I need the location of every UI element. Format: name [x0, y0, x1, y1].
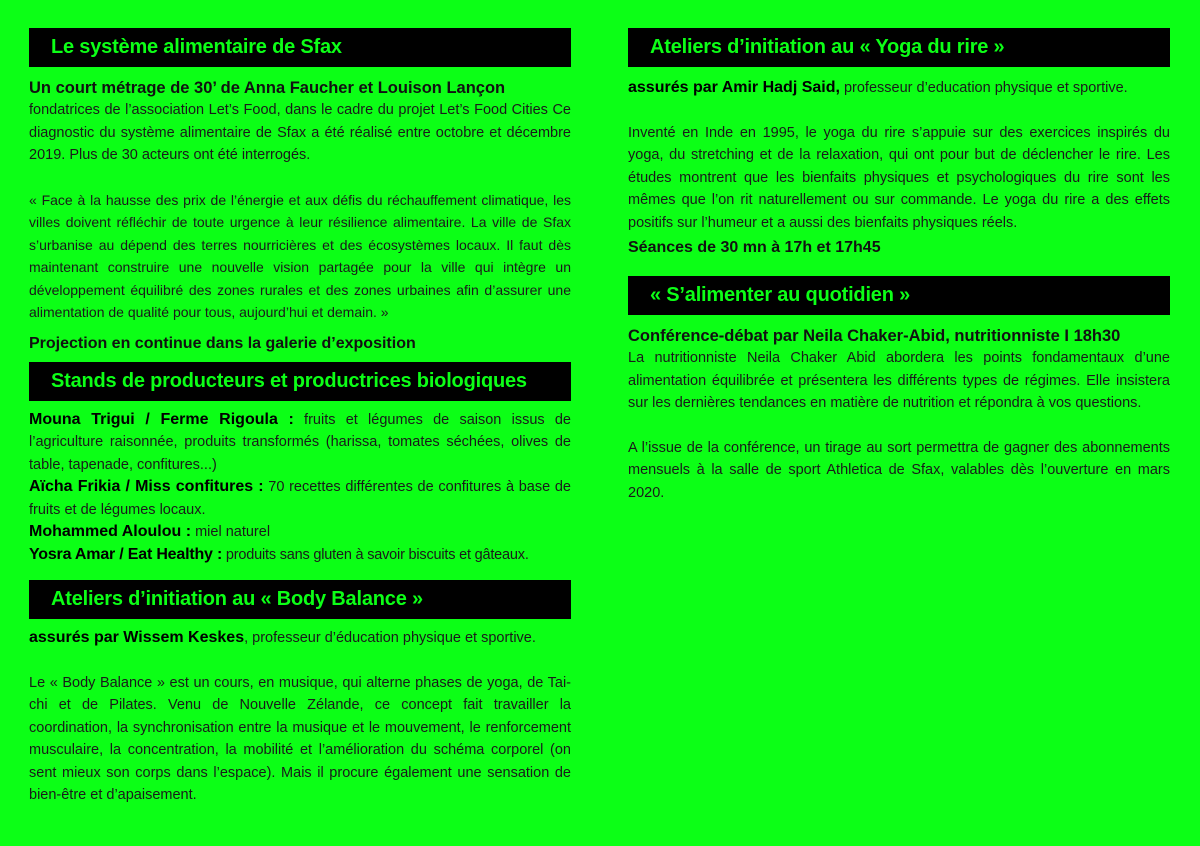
laughter-yoga-lead	[628, 77, 1170, 100]
conference-raffle: A l’issue de la conférence, un tirage au sort permettra de gagner des abonnements mensuels à la salle de sport Athletica de Sfax, valables dès l’ouverture en mars 2020.	[628, 439, 1170, 501]
section-heading-producers: Stands de producteurs et productrices biologiques	[29, 362, 571, 401]
section-heading-body-balance: Ateliers d’initiation au « Body Balance »	[29, 580, 571, 619]
section-heading-food-system: Le système alimentaire de Sfax	[29, 28, 571, 67]
producer-desc: 70 recettes différentes de confitures à base de fruits et de légumes locaux.	[29, 479, 571, 518]
conference-description: La nutritionniste Neila Chaker Abid abordera les points fondamentaux d’une alimentation équilibrée et présentera les différents types de régimes. Elle insistera sur les dernières tendances en matière de nutrition et répondra à vos questions.	[628, 350, 1170, 411]
body-balance-lead	[29, 627, 571, 650]
producer-name: Mohammed Aloulou :	[29, 523, 192, 540]
producer-desc: fruits et légumes de saison issus de l’agriculture raisonnée, produits transformés (harissa, tomates séchées, olives de table, tapenade, confitures...)	[29, 411, 571, 473]
film-quote: « Face à la hausse des prix de l’énergie et aux défis du réchauffement climatique, les villes doivent réfléchir de toute urgence à leur résilience alimentaire. La ville de Sfax s’urbanise au dépend des terres nourricières et des écosystèmes locaux. Il faut dès maintenant construire une nouvelle vision partagée pour la ville qui intègre un développement équilibré des zones rurales et des zones urbaines afin d’assurer une alimentation de qualité pour tous, aujourd’hui et demain. »	[29, 191, 571, 320]
right-column	[628, 28, 1170, 504]
film-description: fondatrices de l’association Let’s Food, dans le cadre du projet Let’s Food Cities Ce diagnostic du système alimentaire de Sfax a été réalisé entre octobre et décembre 2019. Plus de 30 acteurs ont été interrogés.	[29, 102, 571, 163]
producer-item	[29, 521, 571, 544]
conference-subtitle: Conférence-débat par Neila Chaker-Abid, nutritionniste I 18h30	[628, 327, 1121, 345]
producer-name: Aïcha Frikia / Miss confitures :	[29, 478, 264, 495]
laughter-yoga-sessions: Séances de 30 mn à 17h et 17h45	[628, 239, 881, 256]
projection-note: Projection en continue dans la galerie d’exposition	[29, 334, 416, 352]
producer-name: Mouna Trigui / Ferme Rigoula :	[29, 410, 294, 428]
producers-list	[29, 409, 571, 567]
producer-item	[29, 409, 571, 477]
producer-desc: miel naturel	[191, 524, 271, 540]
laughter-yoga-description: Inventé en Inde en 1995, le yoga du rire s’appuie sur des exercices inspirés du yoga, du stretching et de la relaxation, qui ont pour but de déclencher le rire. Les études montrent que les bienfaits physiques et psychologiques du rire sont les mêmes que l’on rit naturellement ou sur commande. Le yoga du rire a des effets positifs sur l’humeur et a aussi des bienfaits physiques réels.	[628, 124, 1170, 231]
laughter-yoga-role: professeur d’education physique et sportive.	[839, 80, 1128, 96]
film-subtitle: Un court métrage de 30’ de Anna Faucher et Louison Lançon	[29, 79, 506, 97]
producer-desc: produits sans gluten à savoir biscuits et gâteaux.	[222, 546, 529, 563]
body-balance-instructor: assurés par Wissem Keskes	[29, 629, 245, 646]
producer-item	[29, 476, 571, 521]
laughter-yoga-instructor: assurés par Amir Hadj Said,	[628, 79, 840, 96]
body-balance-role: , professeur d’éducation physique et sportive.	[244, 630, 536, 646]
left-column	[29, 28, 571, 807]
producer-name: Yosra Amar / Eat Healthy :	[29, 545, 223, 563]
section-heading-laughter-yoga: Ateliers d’initiation au « Yoga du rire »	[628, 28, 1170, 67]
body-balance-description: Le « Body Balance » est un cours, en musique, qui alterne phases de yoga, de Tai-chi et de Pilates. Venu de Nouvelle Zélande, ce concept fait travailler la coordination, la synchronisation entre la musique et le mouvement, le renforcement musculaire, la concentration, la mobilité et l’amélioration du schéma corporel (on sent mieux son corps dans l’espace). Mais il procure également une sensation de bien-être et d’apaisement.	[29, 674, 571, 803]
section-heading-nutrition: « S’alimenter au quotidien »	[628, 276, 1170, 315]
producer-item	[29, 544, 571, 567]
